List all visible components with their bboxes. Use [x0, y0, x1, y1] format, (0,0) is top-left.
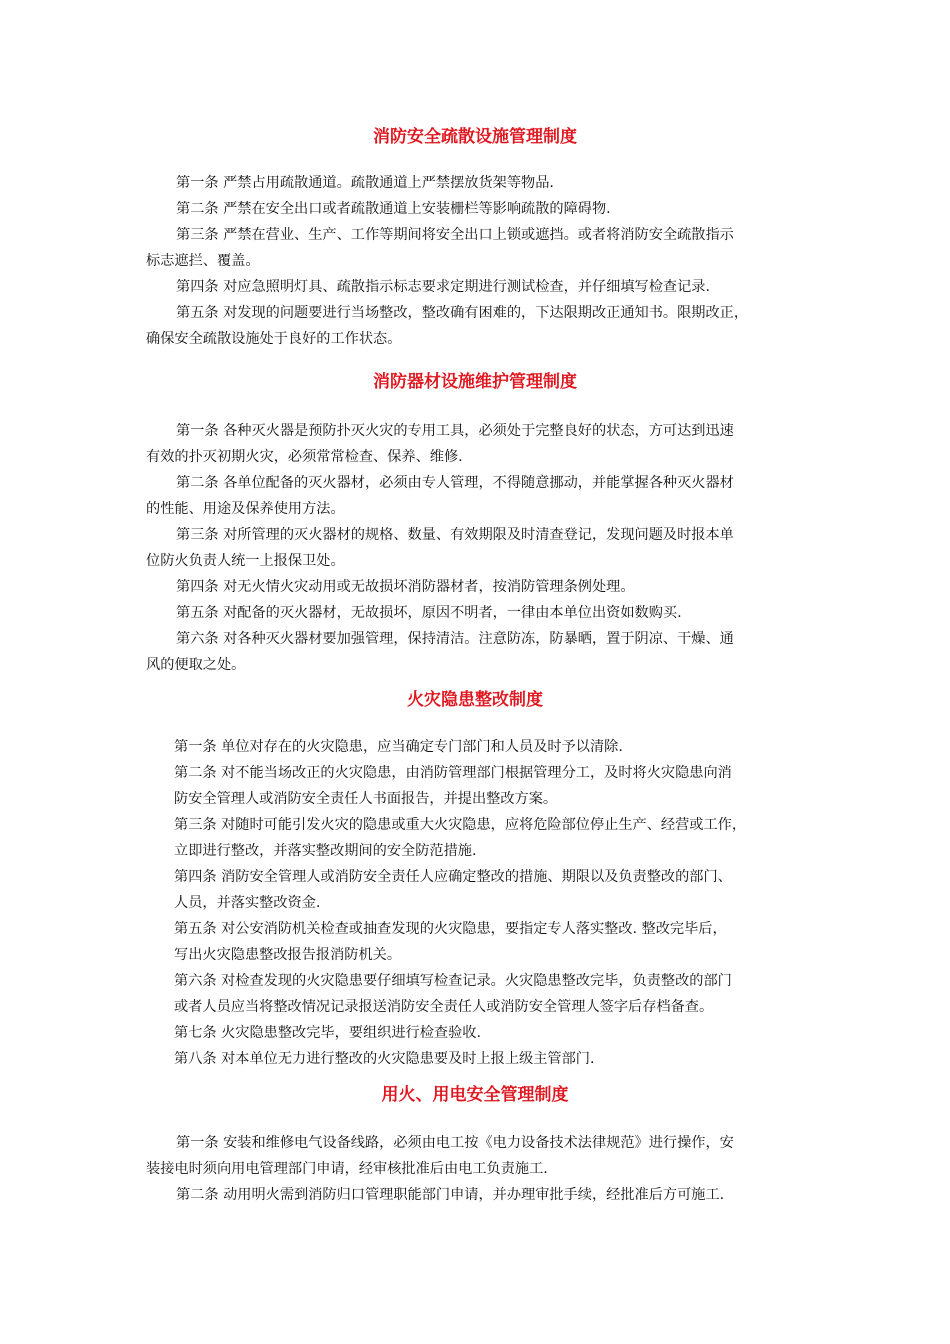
- article-line: 第三条 对所管理的灭火器材的规格、数量、有效期限及时清查登记，发现问题及时报本单: [176, 527, 734, 543]
- article-line: 位防火负责人统一上报保卫处。: [146, 553, 345, 569]
- article-line: 第二条 对不能当场改正的火灾隐患，由消防管理部门根据管理分工，及时将火灾隐患向消: [174, 765, 732, 781]
- article-line: 确保安全疏散设施处于良好的工作状态。: [146, 331, 402, 347]
- article-line: 第一条 各种灭火器是预防扑灭火灾的专用工具，必须处于完整良好的状态，方可达到迅速: [176, 423, 734, 439]
- article-line: 写出火灾隐患整改报告报消防机关。: [174, 947, 402, 963]
- article-line: 第五条 对发现的问题要进行当场整改，整改确有困难的，下达限期改正通知书。限期改正，: [176, 305, 749, 321]
- article-line: 第三条 严禁在营业、生产、工作等期间将安全出口上锁或遮挡。或者将消防安全疏散指示: [176, 227, 734, 243]
- article-line: 第八条 对本单位无力进行整改的火灾隐患要及时上报上级主管部门.: [174, 1051, 595, 1067]
- article-line: 立即进行整改，并落实整改期间的安全防范措施.: [174, 843, 477, 859]
- article-line: 第一条 安装和维修电气设备线路，必须由电工按《电力设备技术法律规范》进行操作，安: [176, 1135, 734, 1151]
- article-line: 第一条 单位对存在的火灾隐患，应当确定专门部门和人员及时予以清除.: [174, 739, 623, 755]
- article-line: 第七条 火灾隐患整改完毕，要组织进行检查验收.: [174, 1025, 481, 1041]
- section-title: 消防安全疏散设施管理制度: [373, 127, 577, 147]
- article-line: 第二条 严禁在安全出口或者疏散通道上安装栅栏等影响疏散的障碍物.: [176, 201, 611, 217]
- article-line: 第四条 对无火情火灾动用或无故损坏消防器材者，按消防管理条例处理。: [176, 579, 635, 595]
- article-line: 人员，并落实整改资金.: [174, 895, 321, 911]
- article-line: 第四条 消防安全管理人或消防安全责任人应确定整改的措施、期限以及负责整改的部门、: [174, 869, 732, 885]
- article-line: 第一条 严禁占用疏散通道。疏散通道上严禁摆放货架等物品.: [176, 175, 554, 191]
- article-line: 第六条 对各种灭火器材要加强管理，保持清洁。注意防冻，防暴晒，置于阴凉、干燥、通: [176, 631, 734, 647]
- article-line: 风的便取之处。: [146, 657, 246, 673]
- article-line: 第五条 对配备的灭火器材，无故损坏，原因不明者，一律由本单位出资如数购买.: [176, 605, 682, 621]
- article-line: 或者人员应当将整改情况记录报送消防安全责任人或消防安全管理人签字后存档备查。: [174, 999, 714, 1015]
- article-line: 防安全管理人或消防安全责任人书面报告，并提出整改方案。: [174, 791, 558, 807]
- article-line: 第二条 动用明火需到消防归口管理职能部门申请，并办理审批手续，经批准后方可施工.: [176, 1187, 725, 1203]
- section-title: 用火、用电安全管理制度: [381, 1085, 569, 1105]
- section-title: 火灾隐患整改制度: [407, 690, 543, 710]
- article-line: 标志遮拦、覆盖。: [146, 253, 260, 269]
- article-line: 有效的扑灭初期火灾，必须常常检查、保养、维修.: [146, 449, 463, 465]
- article-line: 第二条 各单位配备的灭火器材，必须由专人管理，不得随意挪动，并能掌握各种灭火器材: [176, 475, 734, 491]
- article-line: 装接电时须向用电管理部门申请，经审核批准后由电工负责施工.: [146, 1161, 548, 1177]
- article-line: 第四条 对应急照明灯具、疏散指示标志要求定期进行测试检查，并仔细填写检查记录.: [176, 279, 710, 295]
- article-line: 第五条 对公安消防机关检查或抽查发现的火灾隐患，要指定专人落实整改. 整改完毕后，: [174, 921, 727, 937]
- section-title: 消防器材设施维护管理制度: [373, 372, 577, 392]
- article-line: 第三条 对随时可能引发火灾的隐患或重大火灾隐患，应将危险部位停止生产、经营或工作，: [174, 817, 747, 833]
- article-line: 的性能、用途及保养使用方法。: [146, 501, 345, 517]
- article-line: 第六条 对检查发现的火灾隐患要仔细填写检查记录。火灾隐患整改完毕，负责整改的部门: [174, 973, 732, 989]
